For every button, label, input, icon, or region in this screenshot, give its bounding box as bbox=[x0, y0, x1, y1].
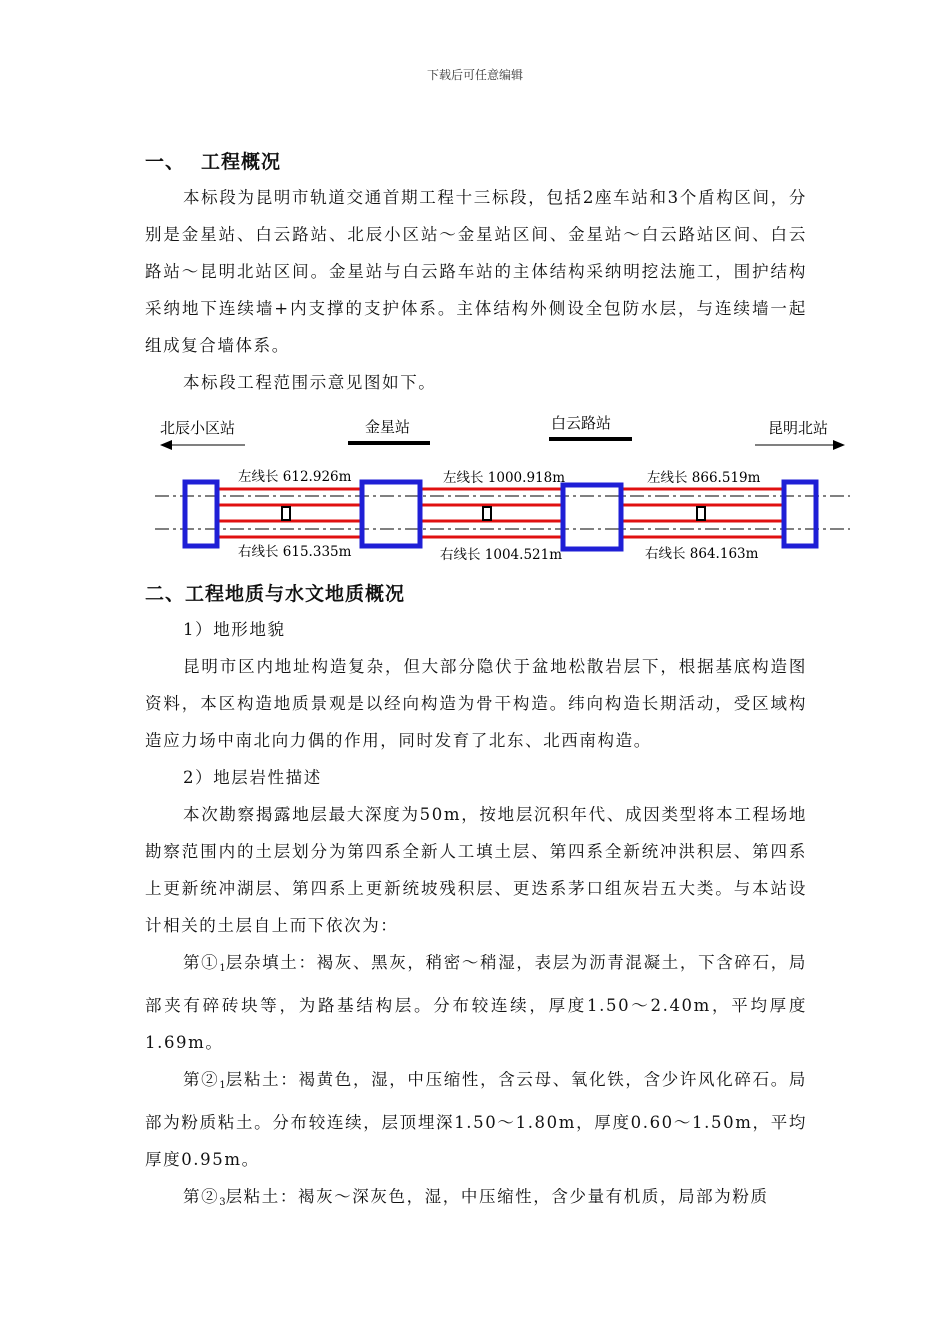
soil-layer-paragraph bbox=[145, 944, 807, 1061]
station-box-jinxing bbox=[362, 482, 420, 546]
layer-description: 层杂填土：褐灰、黑灰，稍密～稍湿，表层为沥青混凝土，下含碎石，局部夹有碎砖块等，为路基结构层。分布较连续，厚度1.50～2.40m，平均厚度1.69m。 bbox=[145, 953, 808, 1052]
layer-subscript: 1 bbox=[219, 963, 226, 974]
segment-right-length: 右线长 615.335m bbox=[238, 544, 352, 560]
station-box-kunmingbei bbox=[784, 482, 816, 546]
soil-layer-paragraph bbox=[145, 1061, 807, 1178]
connection-passage bbox=[483, 507, 491, 520]
station-bar-baiyunlu bbox=[549, 437, 632, 441]
station-label-left: 北辰小区站 bbox=[160, 419, 236, 437]
layer-number: 第① bbox=[183, 953, 220, 972]
layer-number: 第② bbox=[183, 1070, 220, 1089]
station-label-right: 昆明北站 bbox=[768, 419, 829, 437]
segment-left-length: 左线长 612.926m bbox=[238, 469, 352, 485]
segment-right-length: 右线长 1004.521m bbox=[440, 547, 563, 563]
segment-right-length: 右线长 864.163m bbox=[645, 546, 759, 562]
paragraph: 本标段工程范围示意见图如下。 bbox=[183, 373, 437, 392]
section-number: 二、 bbox=[145, 583, 186, 605]
layer-number: 第② bbox=[183, 1187, 220, 1206]
center-lines bbox=[155, 496, 850, 529]
section-title: 工程地质与水文地质概况 bbox=[185, 583, 406, 605]
page-header: 下载后可任意编辑 bbox=[426, 68, 523, 82]
layer-description: 层粘土：褐灰～深灰色，湿，中压缩性，含少量有机质，局部为粉质 bbox=[225, 1187, 769, 1206]
section-heading-2 bbox=[145, 579, 405, 606]
connection-passage bbox=[282, 507, 290, 520]
station-label-baiyunlu: 白云路站 bbox=[551, 414, 612, 432]
paragraph: 昆明市区内地址构造复杂，但大部分隐伏于盆地松散岩层下，根据基底构造图资料，本区构造地质景观是以经向构造为骨干构造。纬向构造长期活动，受区域构造应力场中南北向力偶的作用，同时发育了北东、北西南构造。 bbox=[145, 657, 807, 750]
arrow-right-icon bbox=[833, 440, 845, 450]
connection-passage bbox=[697, 507, 705, 520]
arrow-left-icon bbox=[160, 440, 172, 450]
segment-left-length: 左线长 1000.918m bbox=[443, 470, 566, 486]
section1-body bbox=[145, 179, 807, 401]
segment-left-length: 左线长 866.519m bbox=[647, 470, 761, 486]
station-box-baiyunlu bbox=[563, 485, 621, 549]
paragraph: 本标段为昆明市轨道交通首期工程十三标段，包括2座车站和3个盾构区间，分别是金星站、白云路站、北辰小区站～金星站区间、金星站～白云路站区间、白云路站～昆明北站区间。金星站与白云路车站的主体结构采纳明挖法施工，围护结构采纳地下连续墙+内支撑的支护体系。主体结构外侧设全包防水层，与连续墙一起组成复合墙体系。 bbox=[145, 188, 807, 355]
subheading: 2）地层岩性描述 bbox=[183, 768, 322, 787]
station-label-jinxing: 金星站 bbox=[365, 418, 411, 436]
section-title: 工程概况 bbox=[201, 151, 282, 173]
section-heading-1 bbox=[145, 147, 281, 174]
layer-subscript: 1 bbox=[219, 1080, 226, 1091]
layer-description: 层粘土：褐黄色，湿，中压缩性，含云母、氧化铁，含少许风化碎石。局部为粉质粘土。分布较连续，层顶埋深1.50～1.80m，厚度0.60～1.50m，平均厚度0.95m。 bbox=[145, 1070, 808, 1169]
paragraph: 本次勘察揭露地层最大深度为50m，按地层沉积年代、成因类型将本工程场地勘察范围内的土层划分为第四系全新人工填土层、第四系全新统冲洪积层、第四系上更新统冲湖层、第四系上更新统坡残积层、更迭系茅口组灰岩五大类。与本站设计相关的土层自上而下依次为： bbox=[145, 805, 807, 935]
soil-layer-paragraph bbox=[145, 1178, 807, 1221]
station-bar-jinxing bbox=[348, 441, 430, 445]
project-scope-diagram bbox=[140, 408, 860, 568]
section2-body bbox=[145, 611, 807, 1221]
section-number: 一、 bbox=[145, 151, 186, 173]
subheading: 1）地形地貌 bbox=[183, 620, 286, 639]
station-box-beichen bbox=[185, 482, 217, 546]
layer-subscript: 3 bbox=[219, 1197, 226, 1208]
